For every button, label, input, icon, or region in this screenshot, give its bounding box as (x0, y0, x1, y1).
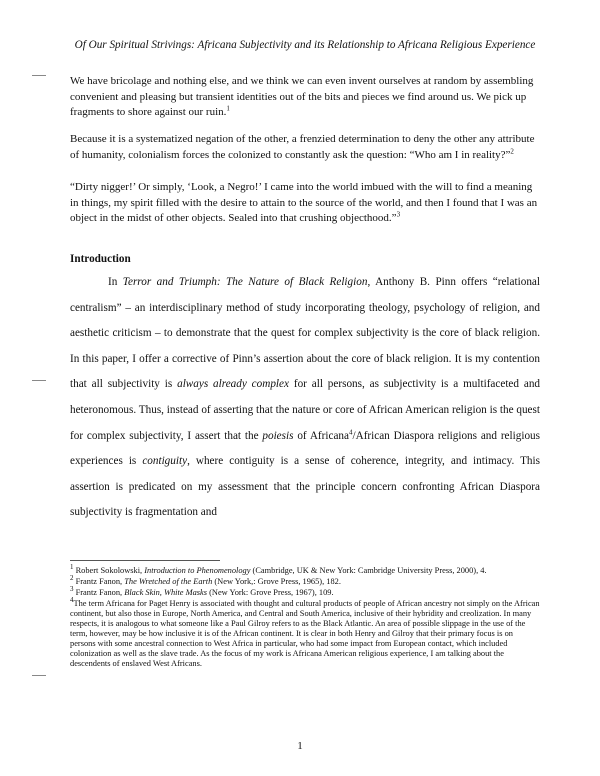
margin-mark (32, 675, 46, 676)
emphasis: always already complex (177, 378, 289, 391)
body-paragraph: In Terror and Triumph: The Nature of Black Religion, Anthony B. Pinn offers “relational centralism” – an interdisciplinary method of study incorporating theology, psychology of religion, and aesthetic criticism – to demonstrate that the quest for complex subjectivity is the core of black religion. In this paper, I offer a corrective of Pinn’s assertion about the core of black religion. It is my contention that all subjectivity is always already complex for all persons, as subjectivity is a multifaceted and heteronomous. Thus, instead of asserting that the nature or core of African American religion is the quest for complex subjectivity, I assert that the poiesis of Africana$^4$/African Diaspora religions and religious experiences is contiguity, where contiguity is a sense of coherence, integrity, and intimacy. This assertion is predicated on my assessment that the principle concern confronting African Diaspora subjectivity is fragmentation and (70, 276, 541, 519)
margin-mark (32, 380, 46, 381)
footnote-ref[interactable]: 3 (396, 210, 401, 219)
epigraph-1 (70, 74, 540, 121)
epigraph-text: “Dirty nigger!’ Or simply, ‘Look, a Negro!’ I came into the world imbued with the will to find a meaning in things, my spirit filled with the desire to attain to the source of the world, and then I found that I was an object in the midst of other objects. Sealed into that crushing objecthood.” (70, 181, 538, 224)
book-title: Terror and Triumph: The Nature of Black Religion (122, 276, 368, 288)
epigraph-3 (70, 180, 540, 227)
epigraph-text: We have bricolage and nothing else, and we think we can even invent ourselves at random by assembling convenient and pleasing but transient identities out of the bits and pieces we find around us. We pick up fragments to shore against our ruin. (70, 75, 534, 118)
footnote-ref[interactable]: 4 (349, 427, 353, 436)
page-number: 1 (297, 740, 303, 752)
epigraph-text: Because it is a systematized negation of the other, a frenzied determination to deny the other any attribute of humanity, colonialism forces the colonized to constantly ask the question: “Who am I in reality?” (70, 133, 535, 161)
footnote: $^2$ Frantz Fanon, The Wretched of the Earth (New York,: Grove Press, 1965), 182. (70, 574, 341, 586)
emphasis: contiguity (142, 455, 188, 468)
emphasis: poiesis (262, 429, 294, 442)
footnotes (70, 563, 540, 670)
footnote-ref[interactable]: 1 (226, 104, 230, 113)
footnote: $^1$ Robert Sokolowski, Introduction to Phenomenology (Cambridge, UK & New York: Cambridge University Press, 2000), 4. (70, 563, 487, 575)
margin-mark (32, 75, 46, 76)
footnote: $^3$ Frantz Fanon, Black Skin, White Masks (New York: Grove Press, 1967), 109. (70, 585, 334, 597)
epigraph-2 (70, 132, 540, 163)
document-title: Of Our Spiritual Strivings: Africana Subjectivity and its Relationship to Africana Religious Experience (74, 39, 536, 51)
footnote: $^4$The term Africana for Paget Henry is associated with thought and cultural products of people of African ancestry not simply on the African continent, but also those in Europe, North America, and Central and South America, inclusive of their hybridity and creolization. In many respects, it is analogous to what someone like a Paul Gilroy refers to as the Black Atlantic. An area of possible slippage in the use of the term, however, may be how inclusive it is of the African continent. It is clear in both Henry and Gilroy that their primary focus is on persons with some ancestral connection to West Africa in particular, who had some impact from European contact, which included colonization as well as the slave trade. As the focus of my work is Africana American religious experience, I am talking about the descendents of enslaved West Africans. (70, 596, 540, 668)
footnote-separator (70, 560, 220, 561)
footnote-ref[interactable]: 2 (510, 146, 514, 155)
section-heading: Introduction (70, 253, 131, 265)
